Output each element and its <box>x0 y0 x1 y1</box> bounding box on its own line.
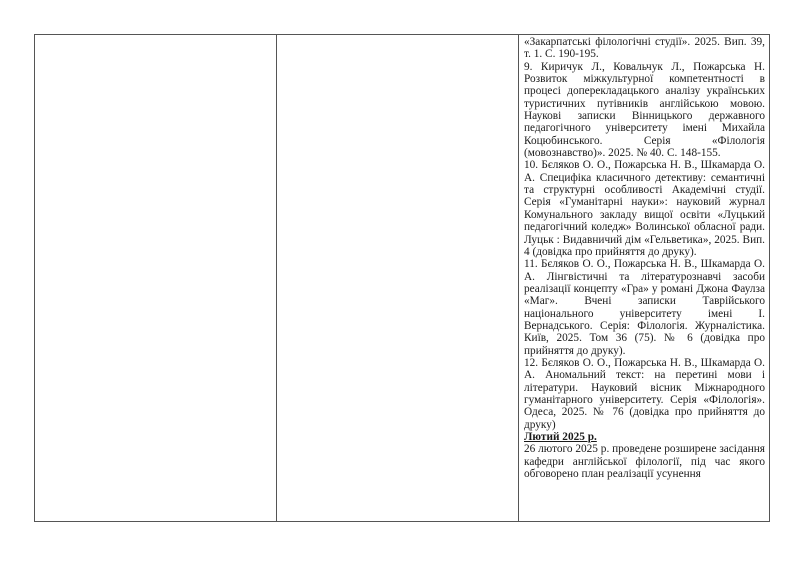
cell-col2-content <box>277 35 518 521</box>
meeting-paragraph: 26 лютого 2025 р. проведене розширене засідання кафедри англійської філології, під час якого обговорено план реалізації усунення <box>524 443 765 481</box>
document-table <box>34 34 770 522</box>
cell-col1-content <box>35 35 276 521</box>
cell-col3-content <box>519 35 769 521</box>
table-cell-col2 <box>277 35 519 522</box>
publication-entry-continued: «Закарпатські філологічні студії». 2025. Вип. 39, т. 1. С. 190-195. <box>524 36 765 61</box>
publication-entry-11: 11. Бєляков О. О., Пожарська Н. В., Шкамарда О. А. Лінгвістичні та літературознавчі засоби реалізації концепту «Гра» у романі Джона Фаулза «Маг». Вчені записки Таврійського національного університету імені І. Вернадського. Серія: Філологія. Журналістика. Київ, 2025. Том 36 (75). № 6 (довідка про прийняття до друку). <box>524 258 765 357</box>
publication-entry-10: 10. Бєляков О. О., Пожарська Н. В., Шкамарда О. А. Специфіка класичного детективу: семантичні та структурні особливості Академічні студії. Серія «Гуманітарні науки»: науковий журнал Комунального закладу вищої освіти «Луцький педагогічний коледж» Волинської обласної ради. Луцьк : Видавничий дім «Гельветика», 2025. Вип. 4 (довідка про прийняття до друку). <box>524 159 765 258</box>
section-heading-february: Лютий 2025 р. <box>524 431 597 443</box>
publication-entry-9: 9. Киричук Л., Ковальчук Л., Пожарська Н. Розвиток міжкультурної компетентності в процесі доперекладацького аналізу українських туристичних путівників англійською мовою. Наукові записки Вінницького державного педагогічного університету імені Михайла Коцюбинського. Серія «Філологія (мовознавство)». 2025. № 40. С. 148-155. <box>524 60 765 160</box>
table-cell-col3 <box>519 35 770 522</box>
table-cell-col1 <box>35 35 277 522</box>
publication-entry-12: 12. Бєляков О. О., Пожарська Н. В., Шкамарда О. А. Аномальний текст: на перетині мови і літератури. Науковий вісник Міжнародного гуманітарного університету. Серія «Філологія». Одеса, 2025. № 76 (довідка про прийняття до друку) <box>524 356 765 431</box>
table-row <box>35 35 770 522</box>
